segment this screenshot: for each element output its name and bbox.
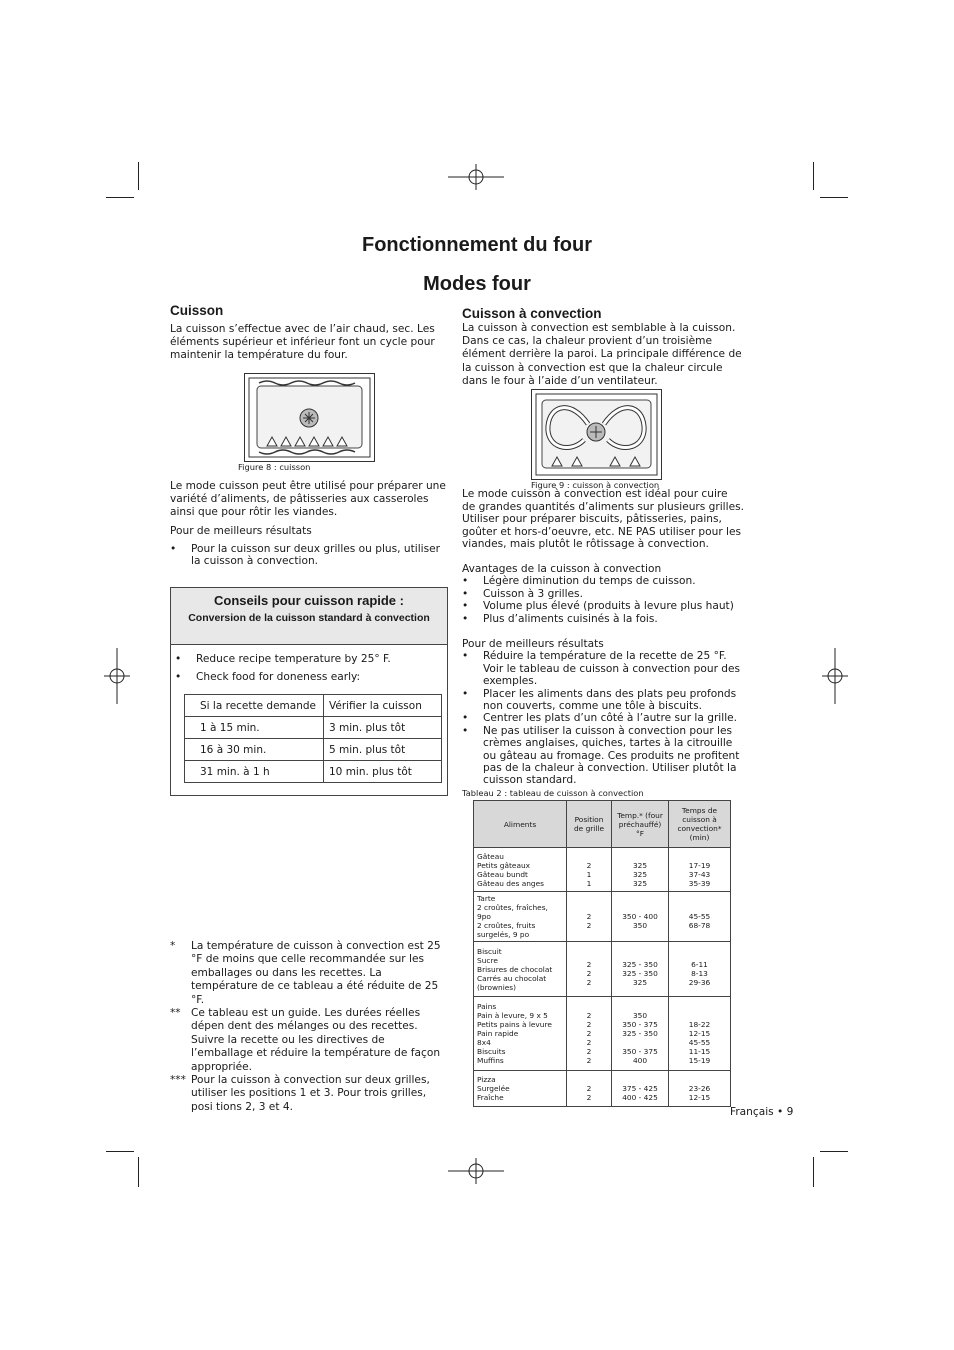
list-item: • Reduce recipe temperature by 25° F. — [175, 650, 441, 668]
registration-mark-icon — [104, 648, 130, 704]
oven-bake-icon — [245, 374, 374, 461]
list-item: • Ne pas utiliser la cuisson à convection pour les crèmes anglaises, quiches, tartes à la citrouille ou gâteau au fromage. Ces produits ne profitent pas de la chaleur à convection. Utiliser plutôt la cuisson standard. — [462, 725, 744, 787]
footnote: * La température de cuisson à convection est 25 °F de moins que celle recommandée sur les emballages ou dans les recettes. La température de ce tableau a été réduite de 25 °F. — [170, 940, 441, 1006]
cuisson-para2: Le mode cuisson peut être utilisé pour préparer une variété d’aliments, de pâtisseries aux casseroles ainsi que pour rôtir les viandes. — [170, 480, 446, 519]
table-row — [474, 801, 731, 848]
footnotes — [170, 940, 450, 1114]
table-cell: 10 min. plus tôt — [324, 761, 442, 783]
best-results-label: Pour de meilleurs résultats — [170, 524, 312, 537]
table-header: Aliments — [474, 801, 567, 848]
cuisson-section — [170, 303, 450, 363]
footnote: ** Ce tableau est un guide. Les durées réelles dépen dent des mélanges ou des recettes. Suivre la recette ou les directives de l’emballage et réduire la température de façon appropriée. — [170, 1007, 441, 1073]
table-cell: 2 2 2 2 2 2 — [567, 997, 612, 1071]
table-cell: Pizza Surgelée Fraîche — [474, 1071, 567, 1107]
convection-intro: La cuisson à convection est semblable à la cuisson. Dans ce cas, la chaleur provient d’un troisième élément derrière la paroi. La principale différence de la cuisson à convection est que la chaleur circule dans le four à l’aide d’un ventilateur. — [462, 322, 742, 387]
table-cell: 2 2 — [567, 892, 612, 942]
table-cell: 2 2 — [567, 1071, 612, 1107]
table-row — [474, 1071, 731, 1107]
list-item: • Cuisson à 3 grilles. — [462, 588, 744, 600]
table-cell: 23-26 12-15 — [669, 1071, 731, 1107]
oven-bake-figure — [244, 373, 375, 462]
crop-mark — [106, 197, 134, 198]
table-row — [474, 997, 731, 1071]
table-header: Temps de cuisson à convection* (min) — [669, 801, 731, 848]
oven-convection-icon — [532, 390, 661, 479]
table-cell: Gâteau Petits gâteaux Gâteau bundt Gâteau des anges — [474, 848, 567, 892]
table-cell: 1 à 15 min. — [185, 717, 324, 739]
list-item: • Volume plus élevé (produits à levure plus haut) — [462, 600, 744, 612]
convection-usage — [462, 488, 744, 787]
list-item: • Plus d’aliments cuisinés à la fois. — [462, 613, 744, 625]
cuisson-heading: Cuisson — [170, 303, 224, 318]
footnote: *** Pour la cuisson à convection sur deux grilles, utiliser les positions 1 et 3. Pour trois grilles, posi tions 2, 3 et 4. — [170, 1074, 430, 1113]
registration-mark-icon — [822, 648, 848, 704]
conversion-table — [184, 694, 442, 783]
table-2-caption: Tableau 2 : tableau de cuisson à convection — [462, 788, 644, 798]
oven-convection-figure — [531, 389, 662, 480]
table-row — [185, 761, 442, 783]
figure-9-caption: Figure 9 : cuisson à convection — [531, 480, 660, 490]
list-item: • Check food for doneness early: — [175, 668, 441, 686]
list-item: • Réduire la température de la recette de 25 °F. Voir le tableau de cuisson à convection pour des exemples. — [462, 650, 744, 687]
table-row — [185, 739, 442, 761]
crop-mark — [820, 197, 848, 198]
table-header: Vérifier la cuisson — [324, 695, 442, 717]
advantages-list — [462, 575, 744, 625]
list-item: • Placer les aliments dans des plats peu profonds non couverts, comme une tôle à biscuits. — [462, 688, 744, 713]
table-cell: 16 à 30 min. — [185, 739, 324, 761]
tips-header — [171, 588, 447, 645]
convection-cooking-table — [473, 800, 731, 1107]
table-cell: Tarte 2 croûtes, fraîches, 9po 2 croûtes, fruits surgelés, 9 po — [474, 892, 567, 942]
table-row — [474, 942, 731, 997]
convection-section — [462, 306, 744, 388]
table-header: Temp.* (four préchauffé) °F — [612, 801, 669, 848]
table-cell: 18-22 12-15 45-55 11-15 15-19 — [669, 997, 731, 1071]
crop-mark — [138, 162, 139, 190]
advantages-title: Avantages de la cuisson à convection — [462, 562, 662, 575]
list-item: • Centrer les plats d’un côté à l’autre sur la grille. — [462, 712, 744, 724]
table-cell: Biscuit Sucre Brisures de chocolat Carrés au chocolat (brownies) — [474, 942, 567, 997]
table-cell: 325 325 325 — [612, 848, 669, 892]
table-header: Position de grille — [567, 801, 612, 848]
registration-mark-icon — [448, 1158, 504, 1184]
convection-heading: Cuisson à convection — [462, 306, 602, 321]
table-row — [474, 892, 731, 942]
convection-para2: Le mode cuisson à convection est idéal pour cuire de grandes quantités d’aliments sur plusieurs grilles. Utiliser pour préparer biscuits, pâtisseries, pains, goûter et hors-d’oeuvre, etc. NE PAS utiliser pour les viandes, mais plutôt le rôtissage à convection. — [462, 488, 744, 551]
table-cell: 375 - 425 400 - 425 — [612, 1071, 669, 1107]
crop-mark — [106, 1151, 134, 1152]
table-cell: 325 - 350 325 - 350 325 — [612, 942, 669, 997]
registration-mark-icon — [448, 164, 504, 190]
table-cell: 350 - 400 350 — [612, 892, 669, 942]
crop-mark — [820, 1151, 848, 1152]
crop-mark — [813, 1157, 814, 1187]
best-results-list — [462, 650, 744, 786]
table-cell: 3 min. plus tôt — [324, 717, 442, 739]
table-header: Si la recette demande — [185, 695, 324, 717]
tips-title: Conseils pour cuisson rapide : — [214, 593, 404, 608]
list-item: • Pour la cuisson sur deux grilles ou plus, utiliser la cuisson à convection. — [170, 543, 450, 568]
figure-8-caption: Figure 8 : cuisson — [238, 462, 311, 472]
crop-mark — [813, 162, 814, 190]
table-cell: 31 min. à 1 h — [185, 761, 324, 783]
table-cell: 6-11 8-13 29-36 — [669, 942, 731, 997]
table-row — [185, 717, 442, 739]
table-cell: 5 min. plus tôt — [324, 739, 442, 761]
table-row — [185, 695, 442, 717]
table-cell: 350 350 - 375 325 - 350 350 - 375 400 — [612, 997, 669, 1071]
tips-subtitle: Conversion de la cuisson standard à convection — [188, 612, 430, 624]
section-title: Modes four — [423, 273, 531, 295]
table-cell: 45-55 68-78 — [669, 892, 731, 942]
cuisson-intro: La cuisson s’effectue avec de l’air chaud, sec. Les éléments supérieur et inférieur font un cycle pour maintenir la température du four. — [170, 323, 435, 362]
page-number: Français • 9 — [730, 1106, 794, 1118]
tips-box — [170, 587, 448, 796]
page-title: Fonctionnement du four — [362, 234, 592, 256]
table-row — [474, 848, 731, 892]
table-cell: 2 2 2 — [567, 942, 612, 997]
cuisson-usage — [170, 480, 450, 568]
table-cell: Pains Pain à levure, 9 x 5 Petits pains à levure Pain rapide 8x4 Biscuits Muffins — [474, 997, 567, 1071]
table-cell: 2 1 1 — [567, 848, 612, 892]
table-cell: 17-19 37-43 35-39 — [669, 848, 731, 892]
list-item: • Légère diminution du temps de cuisson. — [462, 575, 744, 587]
crop-mark — [138, 1157, 139, 1187]
best-results-label: Pour de meilleurs résultats — [462, 638, 604, 650]
